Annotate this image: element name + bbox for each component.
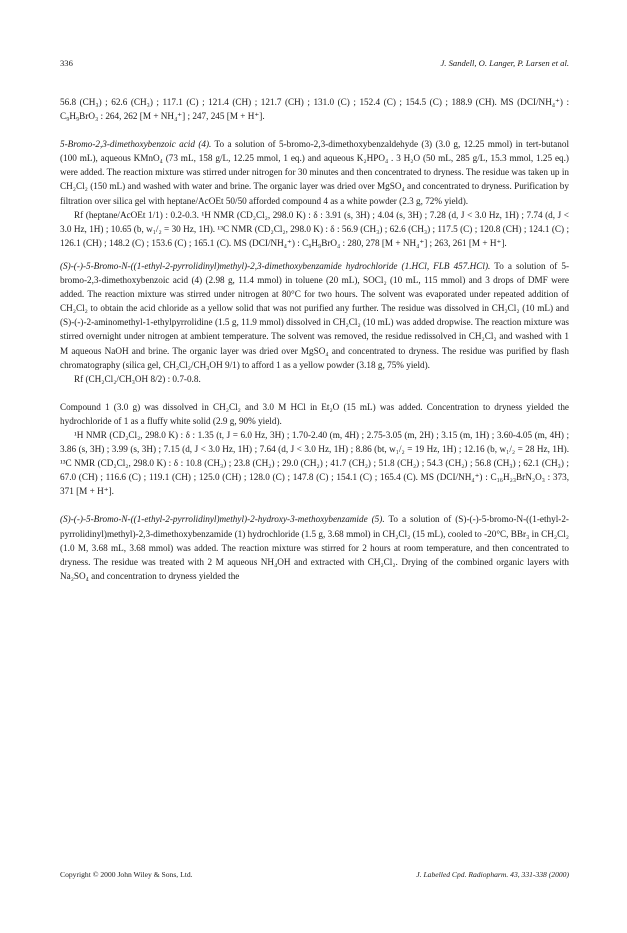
page-number: 336 (60, 58, 73, 68)
procedure-compound-4 (60, 137, 569, 207)
journal-reference: J. Labelled Cpd. Radiopharm. 43, 331-338 (2000) (416, 870, 569, 879)
procedure-title: 5-Bromo-2,3-dimethoxybenzoic acid (4). (60, 139, 212, 150)
procedure-title: (S)-(-)-5-Bromo-N-((1-ethyl-2-pyrrolidinyl)methyl)-2-hydroxy-3-methoxybenzamide (5). (60, 514, 385, 525)
page-footer (60, 868, 569, 880)
article-body (60, 95, 569, 583)
copyright-notice: Copyright © 2000 John Wiley & Sons, Ltd. (60, 870, 193, 879)
procedure-compound-1 (60, 259, 569, 372)
running-head: J. Sandell, O. Langer, P. Larsen et al. (440, 58, 569, 68)
paragraph-nmr-continuation: 56.8 (CH₃) ; 62.6 (CH₃) ; 117.1 (C) ; 121.4 (CH) ; 121.7 (CH) ; 131.0 (C) ; 152.4 (C) ; 154.5 (C) ; 188.9 (CH). MS (DCI/NH₄⁺) : C₉H₉BrO₃ : 264, 262 [M + NH₄⁺] ; 247, 245 [M + H⁺]. (60, 97, 569, 122)
characterization-compound-4: Rf (heptane/AcOEt 1/1) : 0.2-0.3. ¹H NMR (CD₂Cl₂, 298.0 K) : δ : 3.91 (s, 3H) ; 4.04 (s, 3H) ; 7.28 (d, J < 3.0 Hz, 1H) ; 7.74 (d, J < 3.0 Hz, 1H) ; 10.65 (b, w₁/₂ = 30 Hz, 1H). ¹³C NMR (CD₂Cl₂, 298.0 K) : δ : 56.9 (CH₃) ; 62.6 (CH₃) ; 117.5 (C) ; 120.8 (CH) ; 124.1 (C) ; 126.1 (CH) ; 148.2 (C) ; 153.6 (C) ; 165.1 (C). MS (DCI/NH₄⁺) : C₉H₉BrO₄ : 280, 278 [M + NH₄⁺] ; 263, 261 [M + H⁺]. (60, 209, 569, 248)
procedure-text: To a solution of (S)-(-)-5-bromo-N-((1-ethyl-2-pyrrolidinyl)methyl)-2,3-dimethoxybenzamide (1) hydrochloride (1.5 g, 3.68 mmol) in CH₂Cl₂ (15 mL), cooled to -20°C, BBr₃ in CH₂Cl₂ (1.0 M, 3.68 mL, 3.68 mmol) was added. The reaction mixture was stirred for 2 hours at room temperature, and then concentrated to dryness. The residue was treated with 2 M aqueous NH₄OH and extracted with CH₂Cl₂. Drying of the combined organic layers with Na₂SO₄ and concentration to dryness yielded the (60, 514, 569, 581)
procedure-compound-5 (60, 512, 569, 582)
characterization-compound-1: ¹H NMR (CD₂Cl₂, 298.0 K) : δ : 1.35 (t, J = 6.0 Hz, 3H) ; 1.70-2.40 (m, 4H) ; 2.75-3.05 (m, 2H) ; 3.15 (m, 1H) ; 3.60-4.05 (m, 4H) ; 3.86 (s, 3H) ; 3.99 (s, 3H) ; 7.15 (d, J < 3.0 Hz, 1H) ; 7.64 (d, J < 3.0 Hz, 1H) ; 8.86 (bt, w₁/₂ = 19 Hz, 1H) ; 12.16 (b, w₁/₂ = 28 Hz, 1H). ¹³C NMR (CD₂Cl₂, 298.0 K) : δ : 10.8 (CH₃) ; 23.8 (CH₂) ; 29.0 (CH₂) ; 41.7 (CH₂) ; 51.8 (CH₂) ; 54.3 (CH₂) ; 56.8 (CH₃) ; 62.1 (CH₃) ; 67.0 (CH) ; 116.6 (C) ; 119.1 (CH) ; 125.0 (CH) ; 128.0 (C) ; 147.8 (C) ; 154.1 (C) ; 165.4 (C). MS (DCI/NH₄⁺) : C₁₆H₂₃BrN₂O₃ : 373, 371 [M + H⁺]. (60, 429, 569, 497)
procedure-text: To a solution of 5-bromo-2,3-dimethoxybenzoic acid (4) (2.98 g, 11.4 mmol) in toluene (20 mL), SOCl₂ (10 mL, 115 mmol) and 3 drops of DMF were added. The reaction mixture was stirred under nitrogen at 80°C for two hours. The solvent was evaporated under repeated addition of CH₂Cl₂ to obtain the acid chloride as a yellow solid that was not purified any further. The residue was dissolved in CH₂Cl₂ (10 mL) and (S)-(-)-2-aminomethyl-1-ethylpyrrolidine (1.5 g, 11.9 mmol) dissolved in CH₂Cl₂ (10 mL) was added dropwise. The reaction mixture was stirred overnight under nitrogen at ambient temperature. The solvent was removed, the residue redissolved in CH₂Cl₂ and washed with 1 M aqueous NaOH and brine. The organic layer was dried over MgSO₄ and concentrated to dryness. The residue was purified by flash chromatography (silica gel, CH₂Cl₂/CH₃OH 9/1) to afford 1 as a yellow powder (3.18 g, 75% yield). (60, 260, 570, 370)
rf-compound-1: Rf (CH₂Cl₂/CH₃OH 8/2) : 0.7-0.8. (74, 373, 201, 384)
hydrochloride-paragraph: Compound 1 (3.0 g) was dissolved in CH₂Cl₂ and 3.0 M HCl in Et₂O (15 mL) was added. Concentration to dryness yielded the hydrochloride of 1 as a fluffy white solid (2.9 g, 90% yield). (60, 401, 569, 426)
procedure-title: (S)-(-)-5-Bromo-N-((1-ethyl-2-pyrrolidinyl)methyl)-2,3-dimethoxybenzamide hydrochloride (1.HCl, FLB 457.HCl). (60, 260, 491, 271)
page-header (60, 56, 569, 70)
procedure-text: To a solution of 5-bromo-2,3-dimethoxybenzaldehyde (3) (3.0 g, 12.25 mmol) in tert-butanol (100 mL), aqueous KMnO₄ (73 mL, 158 g/L, 12.25 mmol, 1 eq.) and aqueous K₂HPO₄ . 3 H₂O (50 mL, 285 g/L, 15.3 mmol, 1.25 eq.) were added. The reaction mixture was stirred under nitrogen for 30 minutes and then concentrated to dryness. The residue was taken up in CH₂Cl₂ (150 mL) and washed with water and brine. The organic layer was dried over MgSO₄ and concentrated to dryness. Purification by filtration over silica gel with heptane/AcOEt 50/50 afforded compound 4 as a white powder (2.3 g, 72% yield). (60, 139, 570, 206)
